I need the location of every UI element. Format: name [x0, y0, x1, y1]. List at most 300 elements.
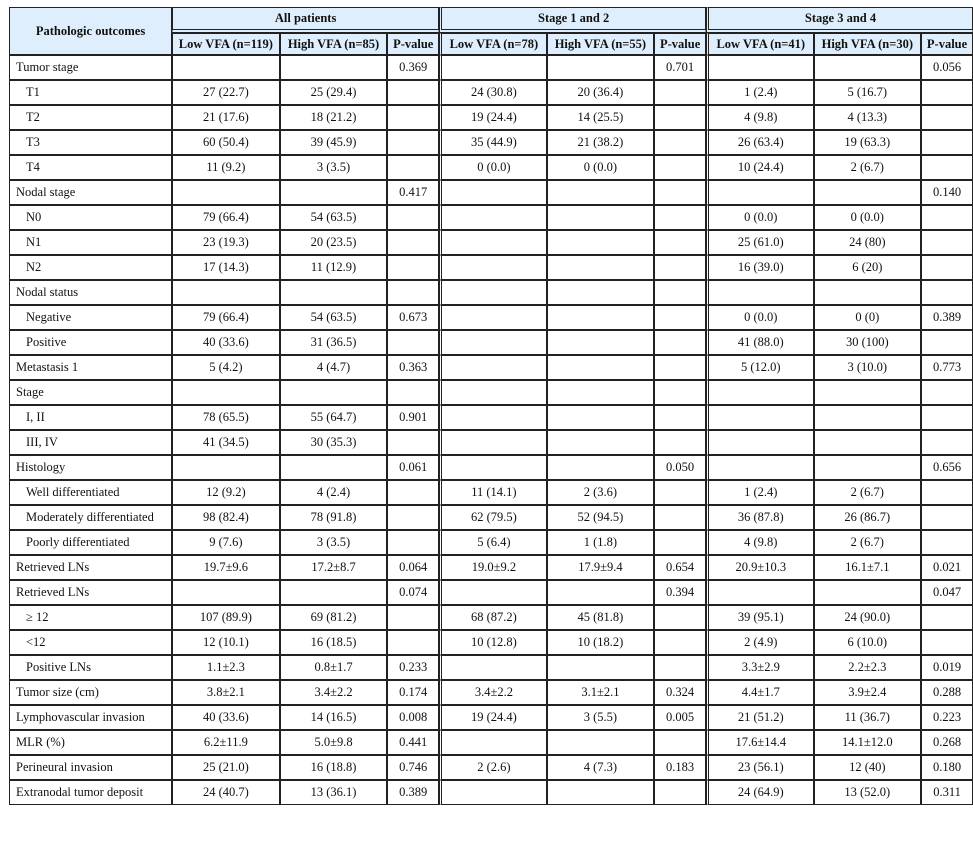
- table-cell: 3 (3.5): [280, 155, 388, 180]
- table-cell: 0 (0): [814, 305, 922, 330]
- table-cell: 11 (36.7): [814, 705, 922, 730]
- p-value-cell: [387, 480, 439, 505]
- p-value-cell: [921, 430, 973, 455]
- table-cell: 12 (40): [814, 755, 922, 780]
- p-value-cell: 0.389: [387, 780, 439, 805]
- p-value-cell: [654, 280, 706, 305]
- p-value-cell: 0.223: [921, 705, 973, 730]
- outcome-column-header: Pathologic outcomes: [9, 7, 172, 55]
- row-label: Lymphovascular invasion: [9, 705, 172, 730]
- table-cell: 3.8±2.1: [172, 680, 280, 705]
- table-cell: 11 (9.2): [172, 155, 280, 180]
- table-cell: [706, 380, 813, 405]
- table-cell: 3.4±2.2: [439, 680, 546, 705]
- table-cell: 2 (6.7): [814, 155, 922, 180]
- table-cell: [439, 405, 546, 430]
- table-cell: [706, 180, 813, 205]
- table-cell: 25 (29.4): [280, 80, 388, 105]
- table-cell: 14.1±12.0: [814, 730, 922, 755]
- p-value-cell: [654, 105, 706, 130]
- p-value-cell: 0.268: [921, 730, 973, 755]
- table-cell: [439, 230, 546, 255]
- p-value-cell: 0.233: [387, 655, 439, 680]
- row-label: MLR (%): [9, 730, 172, 755]
- row-label: ≥ 12: [9, 605, 172, 630]
- p-value-cell: [654, 230, 706, 255]
- table-cell: [280, 55, 388, 80]
- table-row: [9, 205, 973, 230]
- p-value-cell: [654, 530, 706, 555]
- table-cell: [706, 580, 813, 605]
- p-value-cell: [387, 430, 439, 455]
- table-row: [9, 230, 973, 255]
- subcol-header: Low VFA (n=78): [439, 33, 546, 55]
- row-label: Nodal stage: [9, 180, 172, 205]
- table-cell: 54 (63.5): [280, 205, 388, 230]
- table-cell: [439, 305, 546, 330]
- table-cell: 16 (39.0): [706, 255, 813, 280]
- table-cell: [814, 405, 922, 430]
- table-row: [9, 630, 973, 655]
- table-cell: [439, 205, 546, 230]
- row-label: N0: [9, 205, 172, 230]
- p-value-cell: 0.901: [387, 405, 439, 430]
- table-cell: 2.2±2.3: [814, 655, 922, 680]
- table-cell: 4 (9.8): [706, 105, 813, 130]
- table-cell: 21 (51.2): [706, 705, 813, 730]
- p-value-cell: 0.417: [387, 180, 439, 205]
- p-value-cell: 0.050: [654, 455, 706, 480]
- table-cell: 3 (3.5): [280, 530, 388, 555]
- table-cell: 19.7±9.6: [172, 555, 280, 580]
- table-cell: 40 (33.6): [172, 705, 280, 730]
- table-cell: 16.1±7.1: [814, 555, 922, 580]
- p-value-cell: [654, 255, 706, 280]
- table-cell: 24 (30.8): [439, 80, 546, 105]
- group-header-stage-1-2: Stage 1 and 2: [439, 7, 706, 33]
- table-cell: 41 (34.5): [172, 430, 280, 455]
- table-cell: 26 (86.7): [814, 505, 922, 530]
- table-cell: 6.2±11.9: [172, 730, 280, 755]
- table-cell: 25 (21.0): [172, 755, 280, 780]
- p-value-cell: 0.673: [387, 305, 439, 330]
- table-cell: 3 (5.5): [547, 705, 655, 730]
- table-cell: 55 (64.7): [280, 405, 388, 430]
- row-label: Moderately differentiated: [9, 505, 172, 530]
- row-label: Tumor size (cm): [9, 680, 172, 705]
- p-value-cell: [921, 605, 973, 630]
- table-cell: [280, 180, 388, 205]
- table-cell: [439, 780, 546, 805]
- table-cell: [547, 455, 655, 480]
- table-cell: [814, 280, 922, 305]
- table-row: [9, 255, 973, 280]
- p-value-cell: [654, 155, 706, 180]
- table-row: [9, 280, 973, 305]
- table-cell: 12 (10.1): [172, 630, 280, 655]
- table-cell: 17 (14.3): [172, 255, 280, 280]
- p-value-cell: [921, 205, 973, 230]
- table-cell: [172, 55, 280, 80]
- table-cell: 20.9±10.3: [706, 555, 813, 580]
- table-cell: 5 (4.2): [172, 355, 280, 380]
- table-body: [9, 55, 973, 805]
- p-value-cell: 0.183: [654, 755, 706, 780]
- header-group-row: [9, 7, 973, 33]
- table-cell: 3 (10.0): [814, 355, 922, 380]
- table-row: [9, 580, 973, 605]
- p-value-cell: 0.773: [921, 355, 973, 380]
- p-value-cell: 0.363: [387, 355, 439, 380]
- p-value-cell: [387, 255, 439, 280]
- row-label: N2: [9, 255, 172, 280]
- p-value-cell: [921, 105, 973, 130]
- p-value-cell: [654, 305, 706, 330]
- p-value-cell: [387, 155, 439, 180]
- table-cell: 19 (24.4): [439, 105, 546, 130]
- row-label: N1: [9, 230, 172, 255]
- table-cell: 27 (22.7): [172, 80, 280, 105]
- table-row: [9, 680, 973, 705]
- table-cell: 52 (94.5): [547, 505, 655, 530]
- row-label: Positive LNs: [9, 655, 172, 680]
- table-cell: 30 (35.3): [280, 430, 388, 455]
- p-value-cell: 0.654: [654, 555, 706, 580]
- table-cell: 0 (0.0): [547, 155, 655, 180]
- row-label: T4: [9, 155, 172, 180]
- table-cell: [547, 655, 655, 680]
- pathologic-outcomes-table: [9, 7, 973, 805]
- p-value-cell: [654, 405, 706, 430]
- p-value-cell: [921, 255, 973, 280]
- table-row: [9, 755, 973, 780]
- table-cell: 2 (4.9): [706, 630, 813, 655]
- table-cell: 25 (61.0): [706, 230, 813, 255]
- p-value-cell: [387, 380, 439, 405]
- table-row: [9, 180, 973, 205]
- table-cell: [814, 55, 922, 80]
- table-cell: 5.0±9.8: [280, 730, 388, 755]
- table-cell: 1 (1.8): [547, 530, 655, 555]
- table-cell: [547, 305, 655, 330]
- table-cell: 6 (10.0): [814, 630, 922, 655]
- p-value-cell: 0.056: [921, 55, 973, 80]
- table-cell: 1 (2.4): [706, 80, 813, 105]
- row-label: Poorly differentiated: [9, 530, 172, 555]
- table-cell: [172, 180, 280, 205]
- table-cell: [706, 55, 813, 80]
- table-row: [9, 505, 973, 530]
- table-cell: 12 (9.2): [172, 480, 280, 505]
- table-cell: [547, 355, 655, 380]
- p-value-cell: [387, 505, 439, 530]
- table-cell: 17.9±9.4: [547, 555, 655, 580]
- p-value-cell: [654, 630, 706, 655]
- p-value-cell: [921, 480, 973, 505]
- table-cell: [547, 230, 655, 255]
- table-cell: [439, 330, 546, 355]
- p-value-cell: [387, 205, 439, 230]
- table-cell: [280, 455, 388, 480]
- p-value-cell: [654, 655, 706, 680]
- table-cell: 14 (25.5): [547, 105, 655, 130]
- table-row: [9, 530, 973, 555]
- table-cell: [547, 730, 655, 755]
- table-cell: 2 (6.7): [814, 530, 922, 555]
- table-cell: [547, 405, 655, 430]
- table-cell: 1.1±2.3: [172, 655, 280, 680]
- p-value-cell: 0.005: [654, 705, 706, 730]
- table-cell: [172, 380, 280, 405]
- table-cell: 78 (91.8): [280, 505, 388, 530]
- p-value-cell: [387, 630, 439, 655]
- p-value-cell: 0.021: [921, 555, 973, 580]
- table-cell: 20 (36.4): [547, 80, 655, 105]
- p-value-cell: 0.701: [654, 55, 706, 80]
- table-cell: 40 (33.6): [172, 330, 280, 355]
- table-cell: [547, 430, 655, 455]
- p-value-cell: 0.746: [387, 755, 439, 780]
- p-value-cell: [654, 730, 706, 755]
- table-row: [9, 655, 973, 680]
- table-cell: 30 (100): [814, 330, 922, 355]
- table-cell: 6 (20): [814, 255, 922, 280]
- table-row: [9, 155, 973, 180]
- p-value-cell: 0.389: [921, 305, 973, 330]
- table-cell: 23 (56.1): [706, 755, 813, 780]
- table-cell: 2 (3.6): [547, 480, 655, 505]
- table-cell: 24 (40.7): [172, 780, 280, 805]
- table-cell: [547, 280, 655, 305]
- p-value-cell: [921, 630, 973, 655]
- subcol-header: P-value: [921, 33, 973, 55]
- p-value-cell: 0.324: [654, 680, 706, 705]
- table-cell: 14 (16.5): [280, 705, 388, 730]
- p-value-cell: [387, 80, 439, 105]
- table-cell: 13 (52.0): [814, 780, 922, 805]
- p-value-cell: 0.288: [921, 680, 973, 705]
- table-cell: 31 (36.5): [280, 330, 388, 355]
- table-cell: 79 (66.4): [172, 305, 280, 330]
- table-cell: 2 (2.6): [439, 755, 546, 780]
- p-value-cell: [654, 355, 706, 380]
- p-value-cell: 0.008: [387, 705, 439, 730]
- table-cell: [547, 205, 655, 230]
- table-cell: [706, 280, 813, 305]
- table-cell: [814, 380, 922, 405]
- row-label: T1: [9, 80, 172, 105]
- p-value-cell: 0.656: [921, 455, 973, 480]
- table-cell: 10 (24.4): [706, 155, 813, 180]
- table-cell: 11 (12.9): [280, 255, 388, 280]
- p-value-cell: [921, 80, 973, 105]
- row-label: T2: [9, 105, 172, 130]
- subcol-header: P-value: [654, 33, 706, 55]
- table-cell: [439, 455, 546, 480]
- row-label: Negative: [9, 305, 172, 330]
- table-cell: [172, 580, 280, 605]
- subcol-header: Low VFA (n=119): [172, 33, 280, 55]
- table-cell: 18 (21.2): [280, 105, 388, 130]
- subcol-header: High VFA (n=85): [280, 33, 388, 55]
- table-cell: [439, 580, 546, 605]
- row-label: I, II: [9, 405, 172, 430]
- table-cell: 0 (0.0): [814, 205, 922, 230]
- table-cell: 107 (89.9): [172, 605, 280, 630]
- p-value-cell: [921, 330, 973, 355]
- table-cell: [439, 655, 546, 680]
- table-cell: [547, 330, 655, 355]
- subcol-header: Low VFA (n=41): [706, 33, 813, 55]
- p-value-cell: [654, 180, 706, 205]
- table-row: [9, 555, 973, 580]
- table-row: [9, 430, 973, 455]
- table-cell: 9 (7.6): [172, 530, 280, 555]
- p-value-cell: 0.174: [387, 680, 439, 705]
- table-row: [9, 730, 973, 755]
- table-cell: [439, 180, 546, 205]
- p-value-cell: [387, 105, 439, 130]
- p-value-cell: [921, 405, 973, 430]
- row-label: III, IV: [9, 430, 172, 455]
- p-value-cell: [921, 230, 973, 255]
- table-cell: 19 (24.4): [439, 705, 546, 730]
- row-label: Metastasis 1: [9, 355, 172, 380]
- table-cell: [547, 255, 655, 280]
- row-label: Retrieved LNs: [9, 555, 172, 580]
- table-cell: [547, 55, 655, 80]
- table-cell: 3.4±2.2: [280, 680, 388, 705]
- table-row: [9, 405, 973, 430]
- table-cell: [814, 580, 922, 605]
- table-cell: 13 (36.1): [280, 780, 388, 805]
- row-label: Stage: [9, 380, 172, 405]
- table-cell: 26 (63.4): [706, 130, 813, 155]
- table-cell: 4 (7.3): [547, 755, 655, 780]
- table-cell: 62 (79.5): [439, 505, 546, 530]
- table-cell: 60 (50.4): [172, 130, 280, 155]
- table-cell: 17.6±14.4: [706, 730, 813, 755]
- p-value-cell: [654, 480, 706, 505]
- table-cell: 24 (64.9): [706, 780, 813, 805]
- p-value-cell: 0.140: [921, 180, 973, 205]
- p-value-cell: [921, 280, 973, 305]
- table-cell: 36 (87.8): [706, 505, 813, 530]
- p-value-cell: 0.311: [921, 780, 973, 805]
- group-header-stage-3-4: Stage 3 and 4: [706, 7, 973, 33]
- table-cell: [439, 730, 546, 755]
- p-value-cell: [654, 205, 706, 230]
- p-value-cell: [654, 380, 706, 405]
- p-value-cell: [654, 605, 706, 630]
- table-cell: 3.9±2.4: [814, 680, 922, 705]
- table-cell: 19.0±9.2: [439, 555, 546, 580]
- p-value-cell: [387, 330, 439, 355]
- table-cell: 0.8±1.7: [280, 655, 388, 680]
- table-cell: 16 (18.5): [280, 630, 388, 655]
- row-label: T3: [9, 130, 172, 155]
- p-value-cell: [387, 130, 439, 155]
- table-cell: [439, 355, 546, 380]
- table-cell: [280, 380, 388, 405]
- table-row: [9, 355, 973, 380]
- table-cell: [706, 455, 813, 480]
- table-cell: [547, 780, 655, 805]
- table-cell: 0 (0.0): [439, 155, 546, 180]
- row-label: Tumor stage: [9, 55, 172, 80]
- table-cell: 23 (19.3): [172, 230, 280, 255]
- table-cell: 39 (45.9): [280, 130, 388, 155]
- row-label: Well differentiated: [9, 480, 172, 505]
- table-row: [9, 305, 973, 330]
- table-cell: [280, 280, 388, 305]
- table-row: [9, 705, 973, 730]
- row-label: Positive: [9, 330, 172, 355]
- p-value-cell: [387, 280, 439, 305]
- table-cell: 10 (18.2): [547, 630, 655, 655]
- p-value-cell: [387, 530, 439, 555]
- table-cell: [439, 380, 546, 405]
- p-value-cell: [654, 130, 706, 155]
- table-row: [9, 80, 973, 105]
- table-container: [9, 7, 973, 805]
- table-cell: [439, 255, 546, 280]
- table-cell: [814, 455, 922, 480]
- table-header: [9, 7, 973, 55]
- table-cell: 16 (18.8): [280, 755, 388, 780]
- p-value-cell: [654, 505, 706, 530]
- table-cell: 39 (95.1): [706, 605, 813, 630]
- table-cell: [814, 430, 922, 455]
- p-value-cell: 0.074: [387, 580, 439, 605]
- p-value-cell: [921, 380, 973, 405]
- table-cell: [280, 580, 388, 605]
- table-cell: 4 (9.8): [706, 530, 813, 555]
- table-cell: 79 (66.4): [172, 205, 280, 230]
- table-row: [9, 330, 973, 355]
- table-cell: 35 (44.9): [439, 130, 546, 155]
- table-cell: 20 (23.5): [280, 230, 388, 255]
- p-value-cell: [654, 780, 706, 805]
- table-cell: 5 (6.4): [439, 530, 546, 555]
- p-value-cell: [654, 80, 706, 105]
- table-cell: 5 (12.0): [706, 355, 813, 380]
- table-cell: 3.3±2.9: [706, 655, 813, 680]
- table-cell: [439, 280, 546, 305]
- p-value-cell: 0.019: [921, 655, 973, 680]
- row-label: Perineural invasion: [9, 755, 172, 780]
- p-value-cell: [921, 130, 973, 155]
- p-value-cell: [921, 155, 973, 180]
- p-value-cell: 0.441: [387, 730, 439, 755]
- table-cell: 4 (13.3): [814, 105, 922, 130]
- table-cell: 11 (14.1): [439, 480, 546, 505]
- table-cell: 68 (87.2): [439, 605, 546, 630]
- row-label: Retrieved LNs: [9, 580, 172, 605]
- table-cell: 2 (6.7): [814, 480, 922, 505]
- table-cell: [706, 430, 813, 455]
- table-cell: 45 (81.8): [547, 605, 655, 630]
- p-value-cell: [921, 505, 973, 530]
- table-cell: 0 (0.0): [706, 305, 813, 330]
- p-value-cell: [387, 230, 439, 255]
- table-cell: 5 (16.7): [814, 80, 922, 105]
- table-row: [9, 130, 973, 155]
- table-cell: 24 (80): [814, 230, 922, 255]
- table-row: [9, 480, 973, 505]
- table-cell: 54 (63.5): [280, 305, 388, 330]
- table-cell: 1 (2.4): [706, 480, 813, 505]
